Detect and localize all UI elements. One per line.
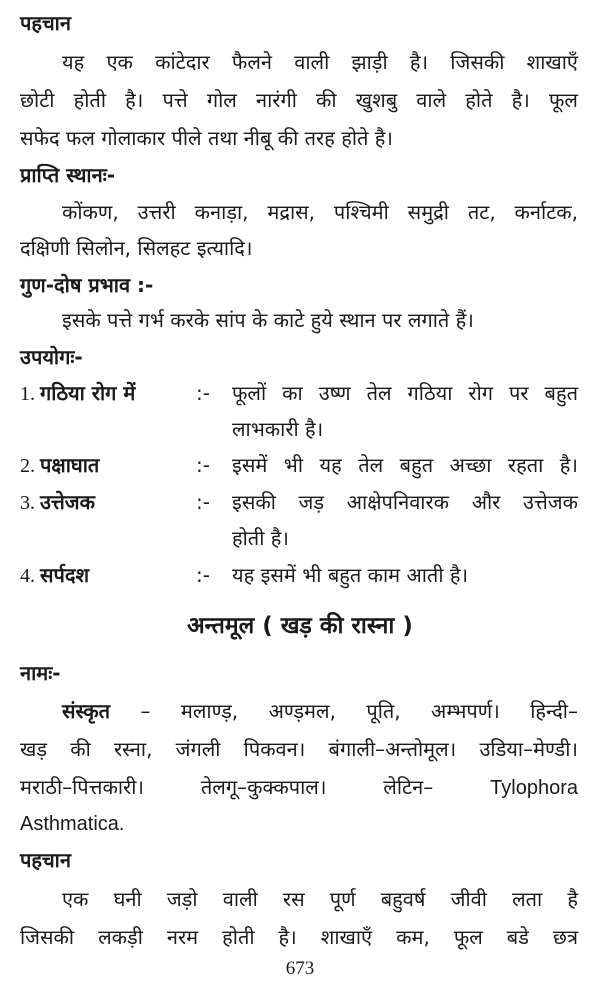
names-text: मराठी–पित्तकारी। तेलगू–कुक्कपाल। लेटिन– xyxy=(20,775,434,799)
latin-name: Tylophora xyxy=(490,777,578,799)
paragraph-line: जिसकी लकड़ी नरम होती है। शाखाएँ कम, फूल बडे छत्र xyxy=(20,925,578,949)
latin-name: Asthmatica. xyxy=(20,813,125,835)
sanskrit-label: संस्कृत xyxy=(62,699,111,723)
paragraph-line: छोटी होती है। पत्ते गोल नारंगी की खुशबु वाले होते है। फूल xyxy=(20,88,578,112)
paragraph-line: यह एक कांटेदार फैलने वाली झाड़ी है। जिसकी शाखाएँ xyxy=(62,50,578,74)
use-description: यह इसमें भी बहुत काम आती है। xyxy=(232,563,469,587)
section-heading-uses: उपयोगः- xyxy=(20,345,83,369)
names-text: – मलाण्ड़, अण्ड़मल, पूति, अम्भपर्ण। हिन्दी– xyxy=(140,699,578,723)
use-term: उत्तेजक xyxy=(40,490,95,514)
section-heading-identification: पहचान xyxy=(20,11,71,35)
use-description: इसकी जड़ आक्षेपनिवारक और उत्तेजक xyxy=(232,490,578,514)
use-description: होती है। xyxy=(232,526,289,550)
use-separator: :- xyxy=(196,490,210,514)
names-line: खड़ की रस्ना, जंगली पिकवन। बंगाली–अन्तोमूल। उडिया–मेण्डी। xyxy=(20,737,578,761)
section-heading-identification-2: पहचान xyxy=(20,848,71,872)
use-separator: :- xyxy=(196,563,210,587)
use-number: 3. xyxy=(20,492,35,514)
use-separator: :- xyxy=(196,453,210,477)
section-heading-availability: प्राप्ति स्थानः- xyxy=(20,163,116,187)
use-term: पक्षाघात xyxy=(40,453,100,477)
use-description: फूलों का उष्ण तेल गठिया रोग पर बहुत xyxy=(232,381,578,405)
use-term: गठिया रोग में xyxy=(40,381,136,405)
use-number: 4. xyxy=(20,565,35,587)
use-description: लाभकारी है। xyxy=(232,417,324,441)
section-heading-names: नामः- xyxy=(20,661,61,685)
use-number: 2. xyxy=(20,455,35,477)
use-description: इसमें भी यह तेल बहुत अच्छा रहता है। xyxy=(232,453,578,477)
use-separator: :- xyxy=(196,381,210,405)
paragraph-line: सफेद फल गोलाकार पीले तथा नीबू की तरह होते है। xyxy=(20,126,393,150)
use-term: सर्पदश xyxy=(40,563,90,587)
use-number: 1. xyxy=(20,383,35,405)
page-number: 673 xyxy=(285,958,315,979)
paragraph-line: इसके पत्ते गर्भ करके सांप के काटे हुये स्थान पर लगाते हैं। xyxy=(62,308,474,332)
paragraph-line: कोंकण, उत्तरी कनाड़ा, मद्रास, पश्चिमी समुद्री तट, कर्नाटक, xyxy=(62,200,578,224)
paragraph-line: दक्षिणी सिलोन, सिलहट इत्यादि। xyxy=(20,236,253,260)
names-line xyxy=(20,772,578,803)
section-heading-properties: गुण-दोष प्रभाव :- xyxy=(20,273,154,297)
article-title: अन्तमूल ( खड़ की रास्ना ) xyxy=(187,613,413,639)
paragraph-line: एक घनी जड़ो वाली रस पूर्ण बहुवर्ष जीवी लता है xyxy=(62,887,578,911)
names-line xyxy=(62,696,578,726)
